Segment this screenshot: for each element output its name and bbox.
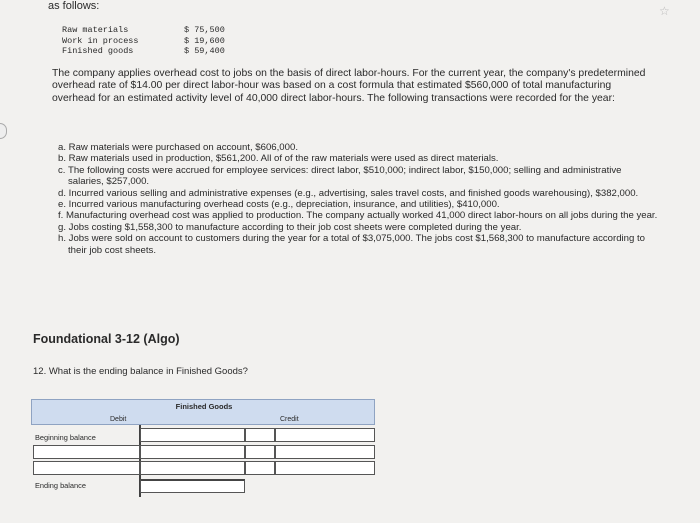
list-item: g. Jobs costing $1,558,300 to manufacture according to their job cost sheets were completed during the year. [58,221,522,233]
balance-row [62,25,225,36]
debit-label: Debit [110,416,127,423]
list-item: b. Raw materials used in production, $561,200. All of of the raw materials were used as direct materials. [58,153,499,165]
balance-value: $ 19,600 [184,35,225,46]
balance-value: $ 59,400 [184,46,225,56]
side-tab[interactable] [0,123,7,139]
question-text: 12. What is the ending balance in Finished Goods? [33,366,248,377]
star-icon[interactable]: ☆ [659,4,670,18]
overhead-paragraph: The company applies overhead cost to jobs on the basis of direct labor-hours. For the current year, the company's predetermined overhead rate of $14.00 per direct labor-hour was based on a cost formula that estimated $560,000 of total manufacturing overhead for an estimated activity level of 40,000 direct labor-hours. The following transactions were recorded for the year: [52,68,646,104]
list-item: f. Manufacturing overhead cost was applied to production. The company actually worked 41,000 direct labor-hours on all jobs during the year. [58,210,658,222]
balance-row [62,46,225,57]
ending-balance-label: Ending balance [35,481,86,490]
section-title: Foundational 3-12 (Algo) [33,332,180,346]
list-item: d. Incurred various selling and administrative expenses (e.g., advertising, sales travel costs, and finished goods warehousing), $382,000. [58,187,639,199]
t-account-header [31,399,375,425]
balance-row [62,36,225,47]
transactions-list [58,142,658,256]
credit-amount-input-3[interactable] [275,461,375,475]
credit-label-input-3[interactable] [245,461,275,475]
ending-balance-debit-input[interactable] [140,479,245,493]
t-account-title: Finished Goods [175,402,233,411]
balance-label: Work in process [62,35,139,46]
debit-label-input-3[interactable] [33,461,140,475]
balance-label: Finished goods [62,46,134,56]
credit-label-input-1[interactable] [245,428,275,442]
debit-amount-input-3[interactable] [140,461,245,475]
header-text: as follows: [48,0,100,12]
balance-value: $ 75,500 [184,25,225,35]
balances-table [62,25,225,57]
beginning-balance-debit-input[interactable] [140,428,245,442]
debit-label-input-2[interactable] [33,445,140,459]
credit-amount-input-2[interactable] [275,445,375,459]
credit-amount-input-1[interactable] [275,428,375,442]
list-item: c. The following costs were accrued for employee services: direct labor, $510,000; indirect labor, $150,000; selling and administrative salaries, $257,000. [58,164,622,188]
credit-label-input-2[interactable] [245,445,275,459]
debit-amount-input-2[interactable] [140,445,245,459]
credit-label: Credit [280,416,299,423]
t-account [31,399,375,499]
list-item: a. Raw materials were purchased on account, $606,000. [58,142,298,153]
list-item: e. Incurred various manufacturing overhead costs (e.g., depreciation, insurance, and utilities), $410,000. [58,199,500,211]
list-item: h. Jobs were sold on account to customers during the year for a total of $3,075,000. The jobs cost $1,568,300 to manufacture according to their job cost sheets. [58,233,645,256]
balance-label: Raw materials [62,25,129,35]
beginning-balance-label: Beginning balance [35,433,96,442]
